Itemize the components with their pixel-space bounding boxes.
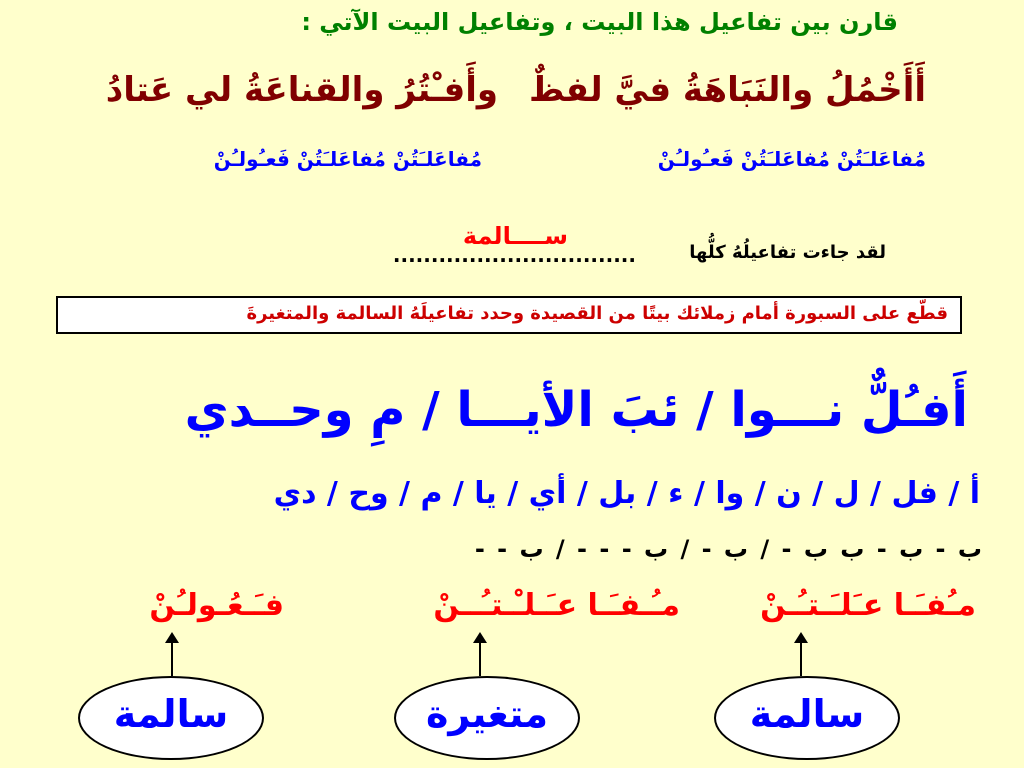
arrow-up-icon [171,642,173,676]
example-syllables: أ / فل / ل / ن / وا / ء / بل / أي / يا / م / وح / دي [273,476,980,511]
verse-first-hemistich: أَأَخْمُلُ والنَبَاهَةُ فيَّ لفظٌ [528,70,926,110]
label-oval-1 [714,676,900,760]
instruction-text: قارن بين تفاعيل هذا البيت ، وتفاعيل البيت الآتي : [301,8,898,36]
arrow-up-icon [800,642,802,676]
answer-blank-dots: ................................ [392,243,636,267]
label-oval-2 [394,676,580,760]
conclusion-text: لقد جاءت تفاعيلُهُ كلُّها [689,242,886,263]
meter-foot-1: مـُفـَـا عـَلـَـتـُـنْ [760,588,976,623]
task-box [56,296,962,334]
conclusion-answer: ســــالمة [462,222,568,250]
verse-second-hemistich: وأَفـْتُرُ والقناعَةُ لي عَتادُ [105,70,498,110]
scansion-second-hemistich: مُفاعَلـَتُنْ مُفاعَلـَتُنْ فَعـُولـُنْ [213,147,482,171]
meter-foot-2: مـُـفـَـا عـَـلـْـتـُــنْ [433,588,680,623]
label-oval-2-text: متغيرة [425,692,549,736]
label-oval-1-text: سالمة [749,692,865,736]
task-text: قطّع على السبورة أمام زملائك بيتًا من القصيدة وحدد تفاعيلَهُ السالمة والمتغيرةَ [246,303,948,324]
meter-foot-3: فـَـعُـولـُنْ [149,588,284,623]
arrow-up-icon [479,642,481,676]
label-oval-3 [78,676,264,760]
label-oval-3-text: سالمة [113,692,229,736]
prosody-marks: ب - ب - ب ب - / ب - / ب - - - / ب - - [474,535,982,563]
scansion-first-hemistich: مُفاعَلـَتُنْ مُفاعَلـَتُنْ فَعـُولـُنْ [657,147,926,171]
example-verse: أَفـُلٌّ نـــوا / ئبَ الأيـــا / مِ وحــدي [184,382,968,438]
